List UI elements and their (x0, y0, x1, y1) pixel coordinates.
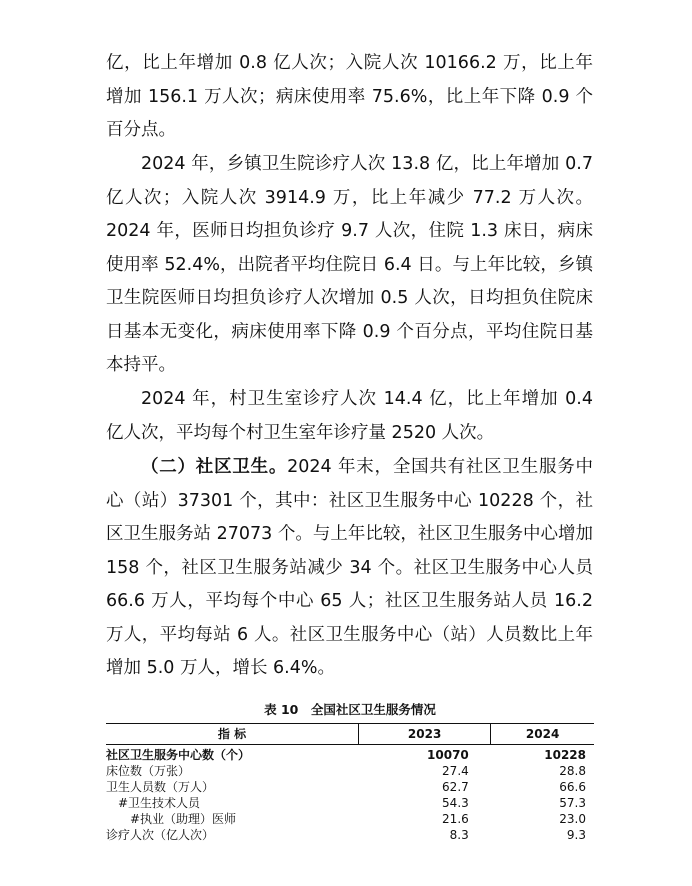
header-2023: 2023 (359, 724, 491, 745)
table-row (106, 779, 594, 795)
row-label: 社区卫生服务中心数（个） (106, 748, 251, 762)
row-label: 卫生人员数（万人） (106, 780, 215, 794)
paragraph-text: 亿，比上年增加 0.8 亿人次；入院人次 10166.2 万，比上年增加 156.1 万人次；病床使用率 75.6%，比上年下降 0.9 个百分点。 (106, 53, 593, 140)
row-label: 诊疗人次（亿人次） (106, 828, 215, 842)
table-header-row (106, 724, 594, 745)
paragraph-text: 2024 年，村卫生室诊疗人次 14.4 亿，比上年增加 0.4 亿人次，平均每个村卫生室年诊疗量 2520 人次。 (106, 389, 593, 443)
cell-2023: 62.7 (442, 780, 469, 794)
cell-2024: 10228 (544, 748, 586, 762)
cell-2024: 66.6 (559, 780, 586, 794)
paragraph-village-clinic (106, 383, 593, 450)
community-health-table (106, 723, 594, 843)
row-label: #执业（助理）医师 (130, 812, 237, 826)
table-row (106, 763, 594, 779)
cell-2023: 21.6 (442, 812, 469, 826)
table-row (106, 745, 594, 764)
table-caption: 表 10 全国社区卫生服务情况 (264, 702, 436, 717)
cell-2024: 28.8 (559, 764, 586, 778)
header-indicator: 指 标 (106, 724, 359, 745)
cell-2023: 10070 (427, 748, 469, 762)
cell-2024: 57.3 (559, 796, 586, 810)
section-heading: （二）社区卫生。 (141, 457, 288, 477)
paragraph-township-health (106, 148, 593, 383)
row-label: #卫生技术人员 (118, 796, 201, 810)
cell-2024: 9.3 (566, 828, 586, 842)
paragraph-text: 2024 年，乡镇卫生院诊疗人次 13.8 亿，比上年增加 0.7 亿人次；入院人次 3914.9 万，比上年减少 77.2 万人次。2024 年，医师日均担负诊疗 9.7 人次，住院 1.3 床日，病床使用率 52.4%，出院者平均住院日 6.4 日。与上年比较，乡镇卫生院医师日均担负诊疗人次增加 0.5 人次，日均担负住院床日基本无变化，病床使用率下降 0.9 个百分点，平均住院日基本持平。 (106, 154, 593, 375)
row-label: 床位数（万张） (106, 764, 191, 778)
table-row (106, 827, 594, 843)
paragraph-hospital-stats (106, 47, 593, 148)
cell-2023: 54.3 (442, 796, 469, 810)
cell-2024: 23.0 (559, 812, 586, 826)
table-row (106, 795, 594, 811)
cell-2023: 27.4 (442, 764, 469, 778)
paragraph-text: 2024 年末，全国共有社区卫生服务中心（站）37301 个，其中：社区卫生服务中心 10228 个，社区卫生服务站 27073 个。与上年比较，社区卫生服务中心增加 158 个，社区卫生服务站减少 34 个。社区卫生服务中心人员 66.6 万人，平均每个中心 65 人；社区卫生服务站人员 16.2 万人，平均每站 6 人。社区卫生服务中心（站）人员数比上年增加 5.0 万人，增长 6.4%。 (106, 457, 594, 678)
paragraph-community-health (106, 451, 593, 686)
cell-2023: 8.3 (449, 828, 469, 842)
header-2024: 2024 (491, 724, 594, 745)
table-row (106, 811, 594, 827)
